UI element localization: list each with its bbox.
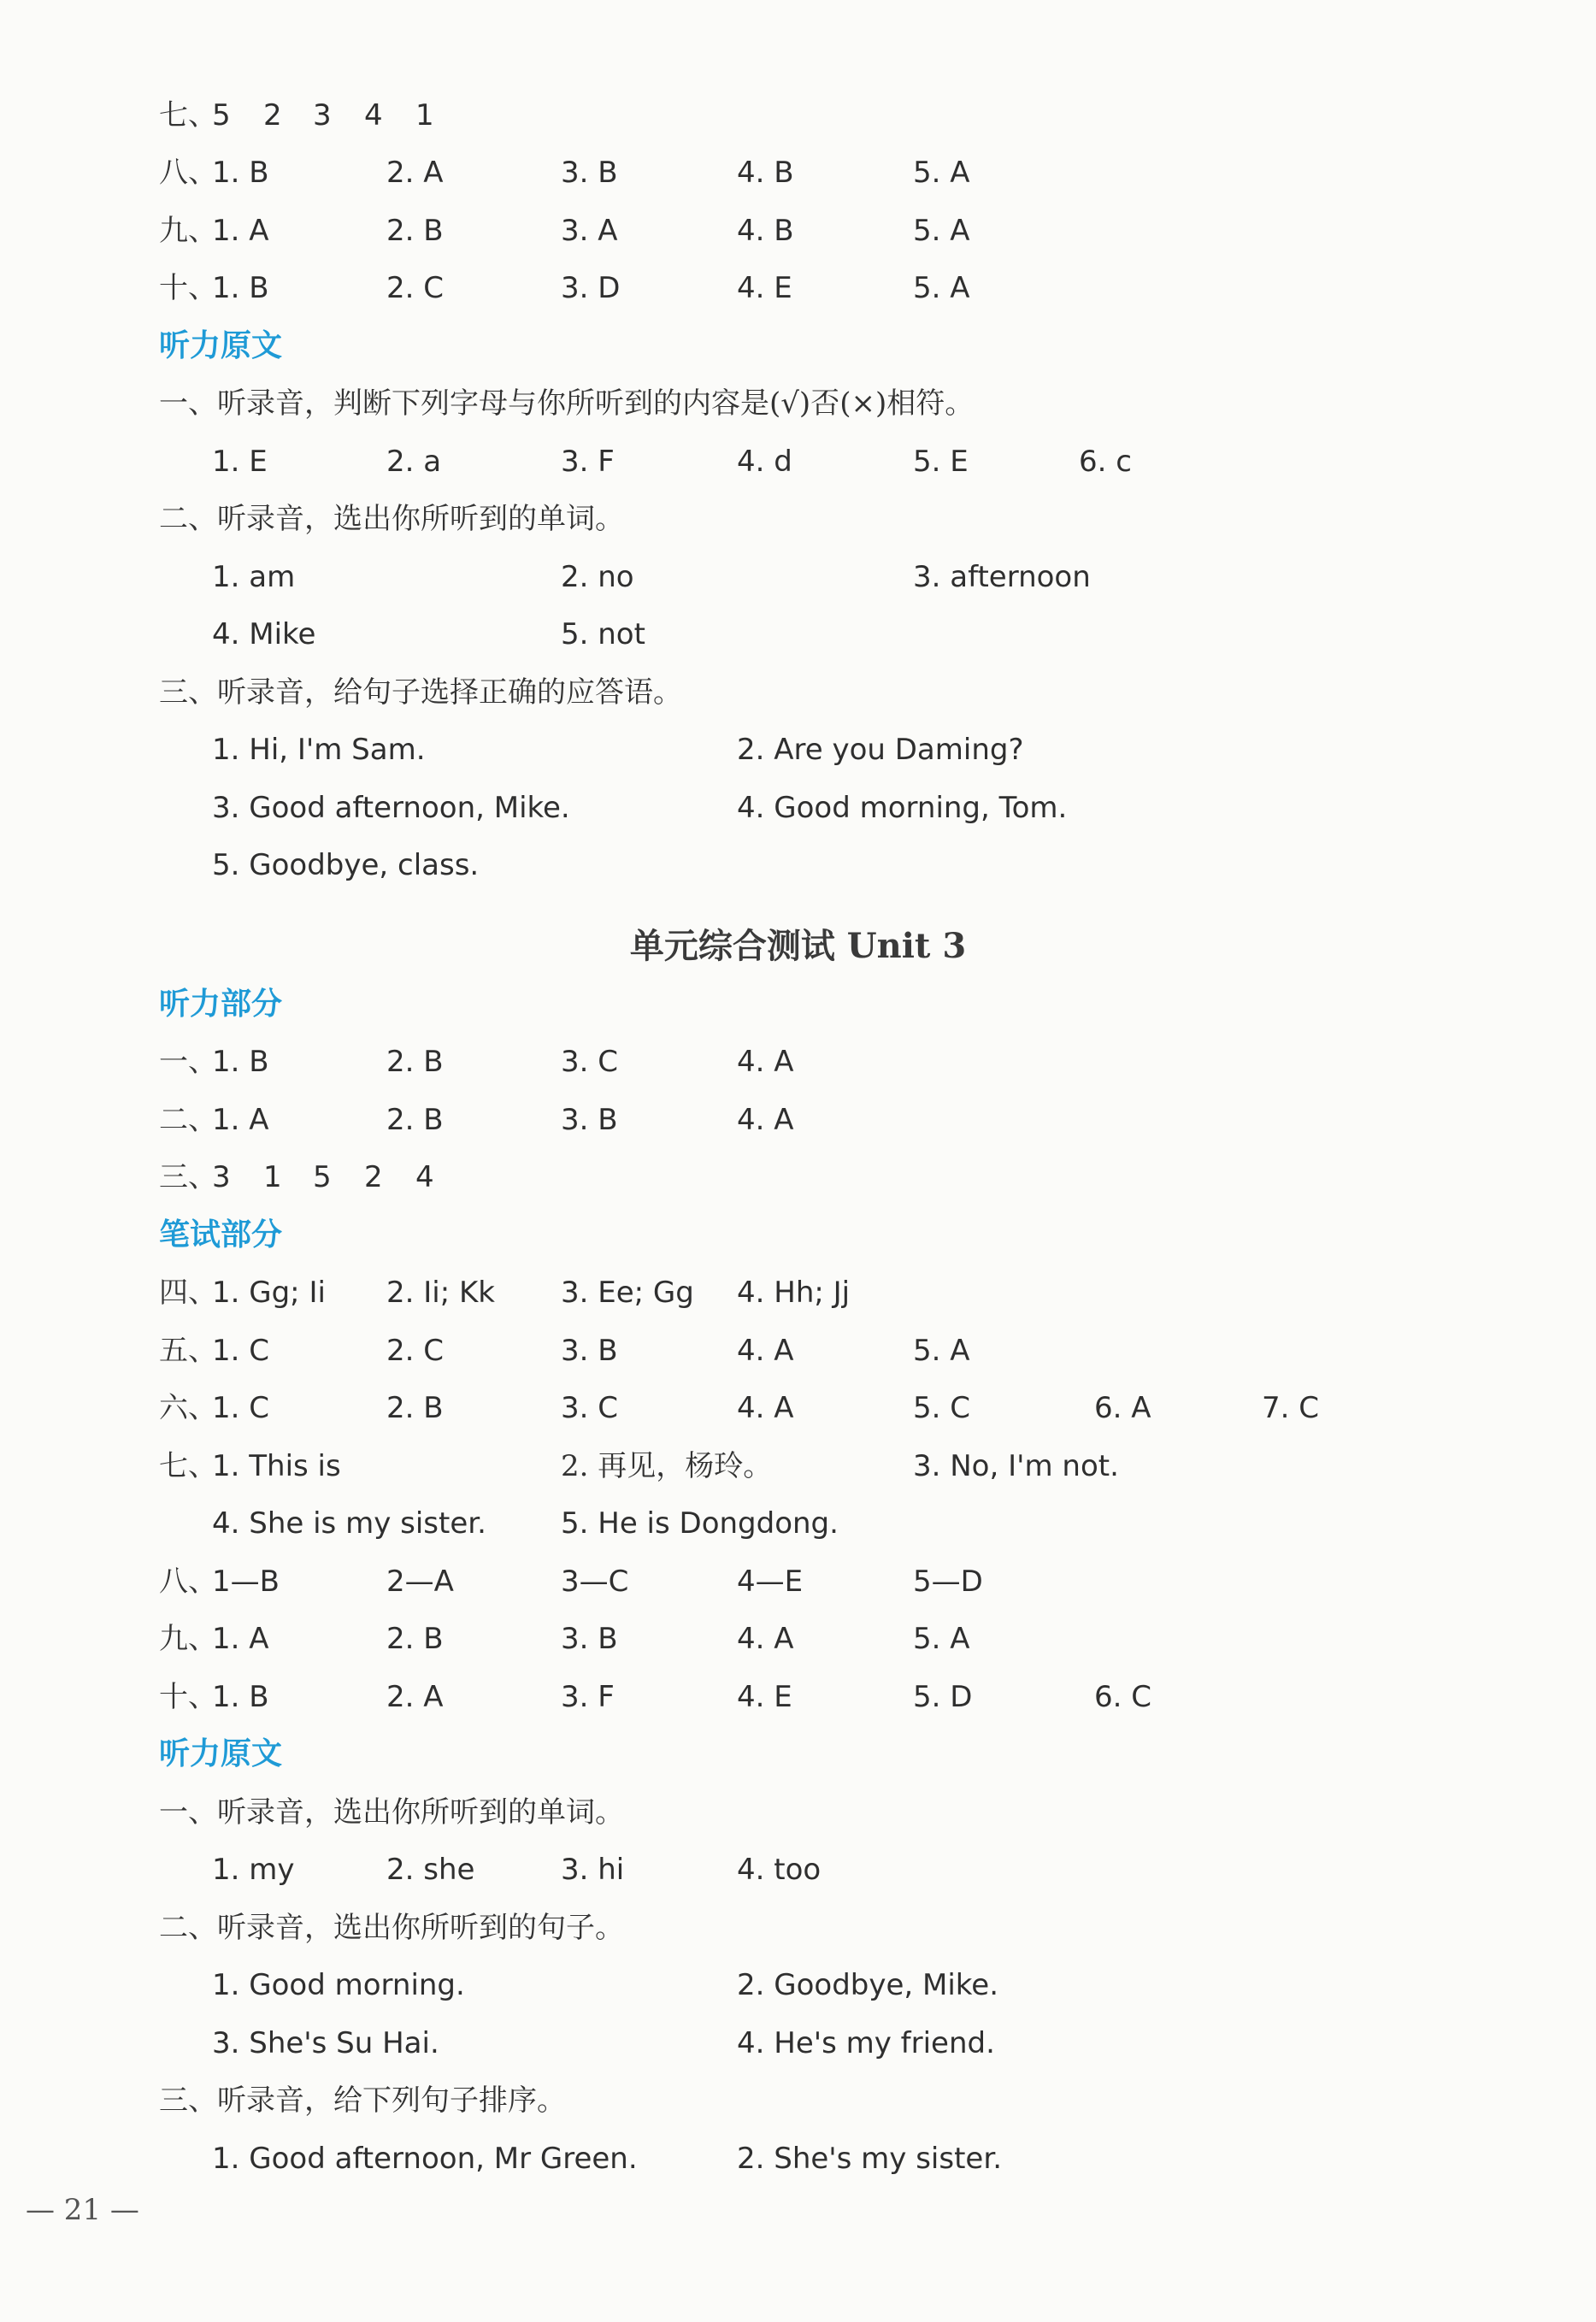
answer: 5. A [913,214,970,248]
answer: 2. B [386,1103,444,1137]
answer: 5. A [913,1334,970,1368]
script-item: 2. a [386,445,442,479]
script-item: 1. Good afternoon, Mr Green. [212,2142,638,2176]
answer: 6. A [1094,1391,1151,1425]
answer: 1. A [212,214,269,248]
answer: 2 [364,1160,383,1194]
answer: 3. No, I'm not. [913,1449,1119,1483]
answer: 5. A [913,156,970,190]
answer: 4. B [737,156,794,190]
answer: 2 [263,98,282,133]
answer: 4—E [737,1565,804,1599]
section-heading-script: 听力原文 [159,328,283,363]
answer: 3. A [561,214,618,248]
answer: 1. B [212,156,269,190]
question-text: 二、听录音，选出你所听到的单词。 [159,502,624,536]
script-item: 3. afternoon [913,560,1091,594]
section-label: 七、 [159,98,217,133]
answer: 3. D [561,271,621,305]
answer: 3. C [561,1391,618,1425]
answer: 3 [212,1160,231,1194]
answer: 2—A [386,1565,454,1599]
script-item: 4. too [737,1853,822,1887]
section-label: 六、 [159,1391,217,1425]
script-item: 4. Good morning, Tom. [737,791,1068,825]
script-item: 3. hi [561,1853,625,1887]
section-heading-written: 笔试部分 [159,1217,283,1252]
answer: 5. A [913,1622,970,1656]
section-label: 九、 [159,214,217,248]
question-text: 二、听录音，选出你所听到的句子。 [159,1911,624,1945]
section-label: 一、 [159,1045,217,1079]
section-label: 十、 [159,271,217,305]
section-label: 二、 [159,1103,217,1137]
answer: 4. She is my sister. [212,1506,486,1541]
section-label: 九、 [159,1622,217,1656]
answer: 1. A [212,1622,269,1656]
section-label: 七、 [159,1449,217,1483]
answer: 3. B [561,1622,618,1656]
script-item: 1. Hi, I'm Sam. [212,733,426,767]
question-text: 一、听录音，判断下列字母与你所听到的内容是(√)否(×)相符。 [159,386,975,421]
answer: 3—C [561,1565,629,1599]
answer: 4. A [737,1045,794,1079]
answer: 4. E [737,271,792,305]
answer: 3 [313,98,332,133]
answer: 1 [263,1160,282,1194]
script-item: 1. Good morning. [212,1968,465,2002]
answer: 2. A [386,1680,444,1714]
script-item: 2. Goodbye, Mike. [737,1968,998,2002]
script-item: 2. Are you Daming? [737,733,1024,767]
answer: 4. A [737,1334,794,1368]
answer: 2. 再见，杨玲。 [561,1449,773,1483]
answer: 2. B [386,1622,444,1656]
question-text: 一、听录音，选出你所听到的单词。 [159,1795,624,1830]
script-item: 5. Goodbye, class. [212,848,480,882]
answer: 3. F [561,1680,615,1714]
answer: 1. C [212,1391,269,1425]
answer: 4. A [737,1391,794,1425]
section-label: 十、 [159,1680,217,1714]
answer: 5 [313,1160,332,1194]
script-item: 1. E [212,445,268,479]
script-item: 5. not [561,617,645,651]
question-text: 三、听录音，给句子选择正确的应答语。 [159,675,682,710]
answer: 5—D [913,1565,983,1599]
section-heading-script: 听力原文 [159,1736,283,1771]
answer: 1. C [212,1334,269,1368]
script-item: 2. She's my sister. [737,2142,1003,2176]
answer: 5. D [913,1680,973,1714]
answer: 2. B [386,214,444,248]
answer: 2. Ii; Kk [386,1276,495,1310]
section-label: 三、 [159,1160,217,1194]
script-item: 3. F [561,445,615,479]
answer: 5 [212,98,231,133]
script-item: 4. He's my friend. [737,2026,995,2060]
answer: 3. B [561,156,618,190]
answer: 2. B [386,1045,444,1079]
answer: 4 [364,98,383,133]
answer: 4. B [737,214,794,248]
answer: 3. C [561,1045,618,1079]
answer: 4. A [737,1622,794,1656]
section-label: 八、 [159,156,217,190]
script-item: 2. no [561,560,634,594]
answer: 1. Gg; Ii [212,1276,326,1310]
script-item: 5. E [913,445,969,479]
answer: 5. He is Dongdong. [561,1506,839,1541]
answer: 6. C [1094,1680,1151,1714]
answer: 4. Hh; Jj [737,1276,851,1310]
answer: 2. C [386,271,444,305]
answer: 2. C [386,1334,444,1368]
script-item: 4. d [737,445,792,479]
section-heading-listening: 听力部分 [159,987,283,1022]
answer: 1. B [212,271,269,305]
answer: 4. A [737,1103,794,1137]
script-item: 4. Mike [212,617,316,651]
question-text: 三、听录音，给下列句子排序。 [159,2083,566,2118]
answer: 3. B [561,1103,618,1137]
answer: 4. E [737,1680,792,1714]
script-item: 6. c [1079,445,1132,479]
answer: 1. A [212,1103,269,1137]
script-item: 1. my [212,1853,295,1887]
answer: 5. A [913,271,970,305]
answer: 7. C [1262,1391,1319,1425]
answer: 2. A [386,156,444,190]
answer: 1. B [212,1045,269,1079]
page-number: — 21 — [26,2193,139,2227]
answer: 4 [415,1160,434,1194]
section-label: 四、 [159,1276,217,1310]
answer: 1—B [212,1565,280,1599]
unit-title: 单元综合测试 Unit 3 [629,926,967,966]
answer: 1. This is [212,1449,341,1483]
answer: 3. B [561,1334,618,1368]
answer: 1 [415,98,434,133]
answer: 5. C [913,1391,970,1425]
script-item: 3. Good afternoon, Mike. [212,791,570,825]
script-item: 1. am [212,560,296,594]
answer: 2. B [386,1391,444,1425]
answer: 3. Ee; Gg [561,1276,694,1310]
answer: 1. B [212,1680,269,1714]
section-label: 五、 [159,1334,217,1368]
script-item: 2. she [386,1853,475,1887]
script-item: 3. She's Su Hai. [212,2026,439,2060]
section-label: 八、 [159,1565,217,1599]
